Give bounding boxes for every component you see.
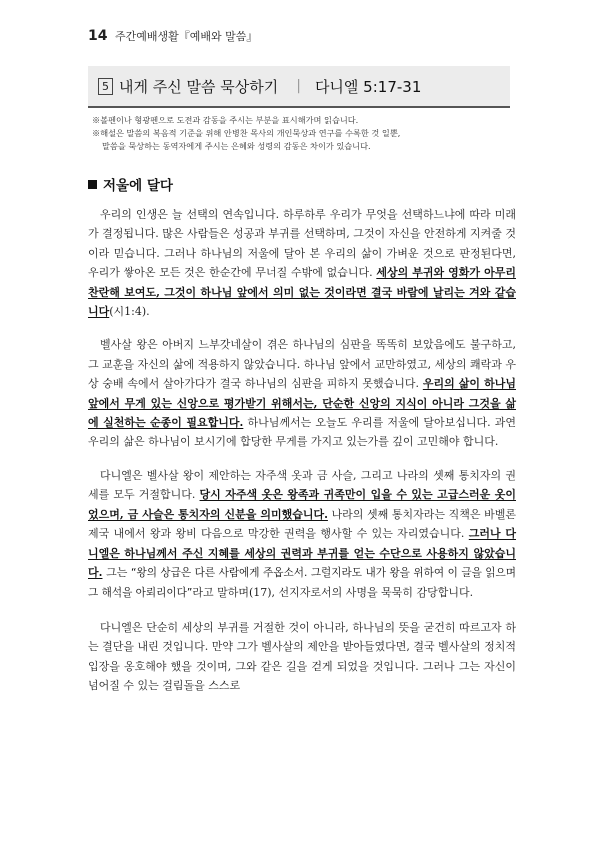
paragraph-text: 그는 xyxy=(102,565,131,579)
reading-notes xyxy=(92,114,512,153)
paragraph xyxy=(88,335,516,451)
section-title: 내게 주신 말씀 묵상하기 xyxy=(119,77,279,96)
quoted-text: “왕의 상급은 다른 사람에게 주옵소서. 그럴지라도 내가 왕을 위하여 이 글을 읽으며 그 해석을 아뢰리이다” xyxy=(88,566,517,600)
note-line: ※해설은 말씀의 복음적 기준을 위해 안병찬 목사의 개인묵상과 연구를 수록한 것 일뿐, xyxy=(92,128,401,138)
paragraph xyxy=(88,618,516,696)
subheading-text: 저울에 달다 xyxy=(103,178,173,194)
highlighted-text: 당시 자주색 옷은 왕족과 귀족만이 입을 수 있는 고급스러운 옷이었으며, 금 사슬은 통치자의 신분을 의미했습니다. xyxy=(88,488,516,521)
paragraph-text: 라고 말하며(17), 선지자로서의 사명을 묵묵히 감당합니다. xyxy=(192,586,474,600)
running-title: 주간예배생활『예배와 말씀』 xyxy=(114,30,258,43)
running-header xyxy=(88,28,257,44)
paragraph xyxy=(88,466,516,604)
subheading xyxy=(88,174,173,194)
paragraph-text: 다니엘은 단순히 세상의 부귀를 거절한 것이 아니라, 하나님의 뜻을 굳건히 따르고자 하는 결단을 내린 것입니다. 만약 그가 벨사살의 제안을 받아들였다면, 결국 벨사살의 정치적 입장을 옹호해야 했을 것이며, 그와 같은 길을 걷게 되었을 것입니다. 그러나 그는 자신이 넘어질 수 있는 걸림돌을 스스로 xyxy=(88,620,516,692)
paragraph-text: 하나님께서는 오늘도 우리를 저울에 달아보십니다. 과연 우리의 삶은 하나님이 보시기에 합당한 무게를 가지고 있는가를 깊이 고민해야 합니다. xyxy=(88,416,516,449)
page-number: 14 xyxy=(88,28,108,44)
paragraph-text: (시1:4). xyxy=(109,305,150,319)
square-bullet-icon xyxy=(88,180,97,189)
highlighted-text: 그러나 다니엘은 하나님께서 주신 지혜를 세상의 권력과 부귀를 얻는 수단으로 사용하지 않았습니다. xyxy=(88,527,516,579)
highlighted-text: 세상의 부귀와 영화가 아무리 찬란해 보여도, 그것이 하나님 앞에서 의미 없는 것이라면 결국 바람에 날리는 겨와 같습니다 xyxy=(88,266,516,319)
paragraph xyxy=(88,205,516,321)
scripture-reference: 다니엘 5:17-31 xyxy=(314,77,422,96)
section-number: 5 xyxy=(98,78,113,95)
note-line: ※볼펜이나 형광펜으로 도전과 감동을 주시는 부분을 표시해가며 읽습니다. xyxy=(92,115,359,125)
section-divider: | xyxy=(296,78,301,94)
paragraph-text: 우리의 인생은 늘 선택의 연속입니다. 하루하루 우리가 무엇을 선택하느냐에 따라 미래가 결정됩니다. 많은 사람들은 성공과 부귀를 선택하며, 그것이 자신을 안전하게 지켜줄 것이라 믿습니다. 그러나 하나님의 저울에 달아 본 우리의 삶이 가벼운 것으로 판정된다면, 우리가 쌓아온 모든 것은 한순간에 무너질 수밖에 없습니다. xyxy=(88,208,516,280)
paragraph-text: 나라의 셋째 통치자라는 직책은 바벨론 제국 내에서 왕과 왕비 다음으로 막강한 권력을 행사할 수 있는 자리였습니다. xyxy=(88,507,517,541)
note-line: 말씀을 묵상하는 동역자에게 주시는 은혜와 성령의 감동은 차이가 있습니다. xyxy=(102,141,371,151)
paragraph-text: 다니엘은 벨사살 왕이 제안하는 자주색 옷과 금 사슬, 그리고 나라의 셋째 통치자의 권세를 모두 거절합니다. xyxy=(88,468,516,502)
paragraph-text: 벨사살 왕은 아버지 느부갓네살이 겪은 하나님의 심판을 똑똑히 보았음에도 불구하고, 그 교훈을 자신의 삶에 적용하지 않았습니다. 하나님 앞에서 교만하였고, 세상의 쾌락과 우상 숭배 속에서 살아가다가 결국 하나님의 심판을 피하지 못했습니다. xyxy=(88,338,516,391)
body-text xyxy=(88,205,516,709)
section-title-bar xyxy=(88,66,510,108)
highlighted-text: 우리의 삶이 하나님 앞에서 무게 있는 신앙으로 평가받기 위해서는, 단순한 신앙의 지식이 아니라 그것을 삶에 실천하는 순종이 필요합니다. xyxy=(88,377,516,430)
